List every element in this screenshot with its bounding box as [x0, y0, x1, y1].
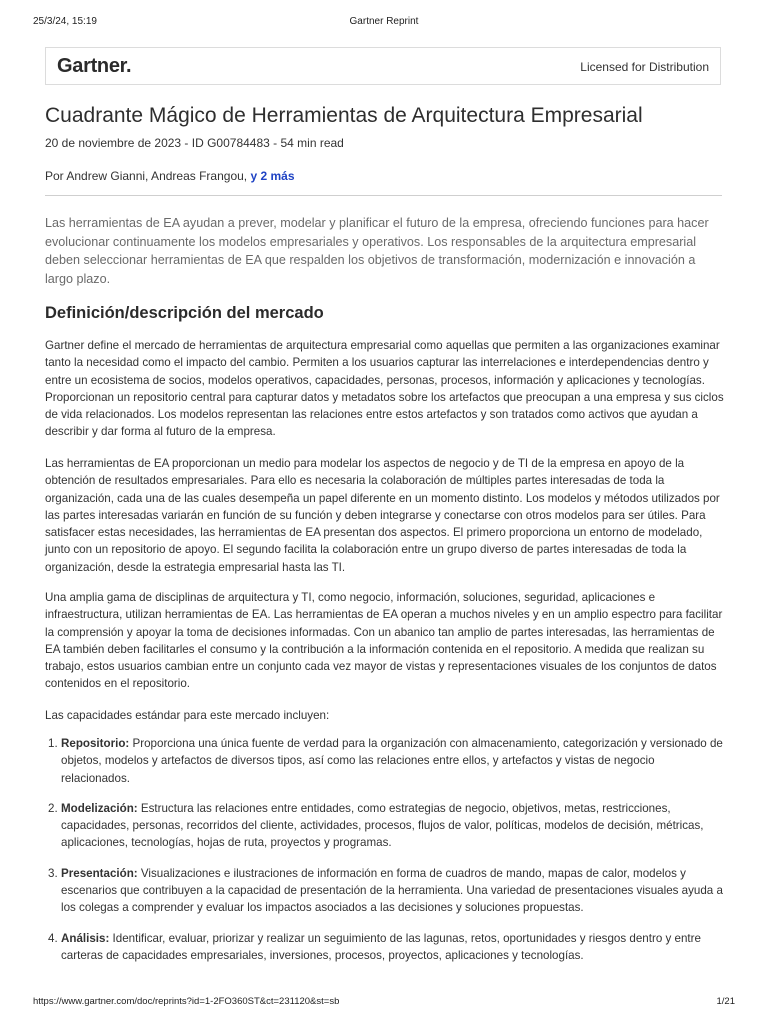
capability-term: Análisis: — [61, 931, 110, 945]
capabilities-intro: Las capacidades estándar para este mercado incluyen: — [45, 709, 330, 722]
list-number: 2. — [48, 801, 58, 815]
document-title: Cuadrante Mágico de Herramientas de Arquitectura Empresarial — [45, 104, 643, 127]
capability-text: Visualizaciones e ilustraciones de información en forma de cuadros de mando, mapas de calor, modelos y escenarios que contribuyen a la capacidad de presentación de la herramienta. Una variedad de presentaciones visuales ayuda a los colegas a comprender y evaluar los impactos asociados a las decisiones y soluciones propuestas. — [61, 866, 723, 915]
gartner-banner — [45, 47, 721, 85]
body-paragraph: Gartner define el mercado de herramientas de arquitectura empresarial como aquellas que permiten a las organizaciones examinar tanto la necesidad como el impacto del cambio. Permiten a los usuarios capturar las interrelaciones e interdependencias dentro y entre un ecosistema de socios, modelos operativos, capacidades, personas, procesos, información y aplicaciones y tecnologías. Proporcionan un repositorio central para capturar datos y metadatos sobre los artefactos que preocupan a una empresa y sus ciclos de vida relacionados. Los modelos representan las relaciones entre estos artefactos y son tratados como activos que ayudan a describir y dar forma al futuro de la empresa. — [45, 339, 724, 439]
capability-text: Proporciona una única fuente de verdad para la organización con almacenamiento, categorización y versionado de objetos, modelos y artefactos de diversos tipos, así como las relaciones entre ellos, y artefactos y vistas de negocio relacionados. — [61, 737, 723, 785]
capability-term: Repositorio: — [61, 737, 130, 750]
print-datetime: 25/3/24, 15:19 — [33, 16, 97, 27]
capability-text: Estructura las relaciones entre entidades, como estrategias de negocio, objetivos, metas, restricciones, capacidades, personas, recorridos del cliente, actividades, procesos, flujos de valor, políticas, modelos de decisión, métricas, aplicaciones, tecnologías, hojas de ruta, proyectos y programas. — [61, 801, 704, 850]
list-number: 3. — [48, 866, 58, 880]
list-item — [45, 930, 725, 965]
license-label: Licensed for Distribution — [580, 60, 709, 74]
list-number: 1. — [48, 737, 58, 750]
capability-term: Presentación: — [61, 866, 138, 880]
list-item — [45, 865, 725, 917]
list-number: 4. — [48, 931, 58, 945]
capability-term: Modelización: — [61, 801, 138, 815]
more-authors-link[interactable]: y 2 más — [250, 169, 295, 183]
document-authors — [45, 169, 295, 183]
page-url: https://www.gartner.com/doc/reprints?id=1-2FO360ST&ct=231120&st=sb — [33, 996, 340, 1007]
list-item — [45, 735, 725, 787]
print-page-title: Gartner Reprint — [349, 16, 419, 27]
document-meta: 20 de noviembre de 2023 - ID G00784483 - 54 min read — [45, 136, 344, 150]
print-header — [33, 16, 735, 30]
document-summary: Las herramientas de EA ayudan a prever, modelar y planificar el futuro de la empresa, ofreciendo funciones para hacer evolucionar continuamente los modelos empresariales y operativos. Los responsables de la arquitectura empresarial deben seleccionar herramientas de EA que respalden los objetivos de transformación, modernización e innovación a largo plazo. — [45, 216, 709, 286]
capability-text: Identificar, evaluar, priorizar y realizar un seguimiento de las lagunas, retos, oportunidades y riesgos dentro y entre carteras de capacidades empresariales, inversiones, procesos, proyectos, aplicaciones y tecnologías. — [61, 931, 701, 962]
capabilities-list — [45, 735, 725, 964]
page-number: 1/21 — [716, 996, 735, 1007]
body-paragraph: Las herramientas de EA proporcionan un medio para modelar los aspectos de negocio y de TI de la empresa en apoyo de la obtención de resultados empresariales. Para ello es necesaria la colaboración de múltiples partes interesadas de toda la organización, cada una de las cuales desempeña un papel diferente en un momento distinto. Los modelos y métodos utilizados por las partes interesadas variarán en función de su función y deben integrarse y conectarse con otros modelos para ser útiles. Para satisfacer estas necesidades, las herramientas de EA presentan dos aspectos. El primero proporciona un entorno de modelado, junto con un repositorio de apoyo. El segundo facilita la colaboración entre un grupo diverso de partes interesadas de toda la organización, desde la estrategia empresarial hasta las TI. — [45, 457, 720, 574]
authors-list: Por Andrew Gianni, Andreas Frangou, — [45, 169, 251, 183]
list-item — [45, 800, 725, 852]
header-divider — [45, 195, 722, 196]
section-title: Definición/descripción del mercado — [45, 304, 324, 322]
body-paragraph: Una amplia gama de disciplinas de arquitectura y TI, como negocio, información, soluciones, seguridad, aplicaciones e infraestructura, utilizan herramientas de EA. Las herramientas de EA operan a muchos niveles y en un amplio espectro para facilitar la comprensión y apoyar la toma de decisiones informadas. Con un abanico tan amplio de partes interesadas, las herramientas de EA también deben facilitarles el consumo y la contribución a la información contenida en el repositorio. A medida que realizan su trabajo, estos usuarios cambian entre un conjunto cada vez mayor de vistas y representaciones visuales de los conjuntos de datos contenidos en el repositorio. — [45, 591, 723, 691]
print-footer — [33, 996, 735, 1010]
gartner-logo[interactable]: Gartner. — [57, 55, 132, 77]
